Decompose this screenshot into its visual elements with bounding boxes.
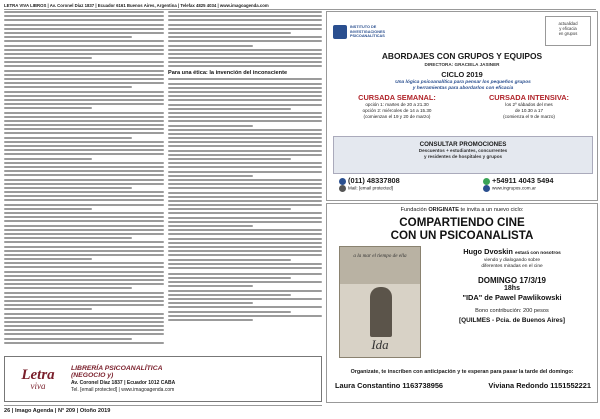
text-line [4,287,132,289]
text-line [168,65,322,67]
cine-film: "IDA" de Pawel Pawlikowski [462,293,562,302]
iip-semanal-line: opción 2: miércoles de 14 a 15.30 [362,108,432,113]
iip-website[interactable]: www.ingrupos.com.ar [492,186,536,191]
text-line [168,24,322,26]
text-line [168,45,253,47]
cine-invite-suffix: te invita a un nuevo ciclo: [460,207,524,213]
text-line [4,153,164,155]
text-line [4,237,132,239]
text-line [168,225,253,227]
cine-host-name: Hugo Dvoskin [463,247,513,256]
text-line [168,311,291,313]
text-line [168,298,322,300]
text-line [168,290,322,292]
text-line [168,32,291,34]
cine-title [327,217,597,242]
text-line [168,259,291,261]
text-line [4,229,164,231]
iip-badge-line: actualidad [558,21,578,26]
cine-date: DOMINGO 17/3/19 [477,276,547,285]
text-line [4,112,164,114]
text-line [4,61,164,63]
text-line [4,120,164,122]
text-line [4,313,164,315]
iip-description-line: y herramientas para abordarlos con eficacia [412,85,514,91]
whatsapp-icon [483,178,490,185]
text-line [4,308,92,310]
text-line [4,132,164,134]
cine-invite-prefix: Fundación [400,207,427,213]
issue-number: N° 209 [57,408,76,414]
letra-viva-logo [11,359,65,399]
text-line [4,333,164,335]
cine-info [431,248,593,324]
text-line [4,250,164,252]
text-line [4,262,164,264]
text-line [4,124,164,126]
mail-icon [339,185,346,192]
text-line [168,83,322,85]
text-line [4,116,164,118]
text-line [4,254,164,256]
text-line [4,241,164,243]
text-line [168,187,322,189]
text-line [168,263,322,265]
text-line [4,95,164,97]
text-line [168,40,322,42]
text-line [168,217,322,219]
text-line [168,99,322,101]
cine-time: 18hs [504,285,520,292]
header-text: LETRA VIVA LIBROS | Av. Coronel Díaz 1837 | Ecuador 6161 Buenos Aires, Argentina | Telefax 4825 4034 | www.imagoagenda.com [4,3,269,8]
iip-description-line: Una lógica psicoanalítica para pensar los pequeños grupos [395,80,531,85]
poster-film-name: Ida [371,337,389,352]
text-line [168,133,322,135]
text-line [168,108,291,110]
text-line [4,19,164,21]
text-line [168,221,322,223]
text-line [168,229,322,231]
text-line [168,175,253,177]
text-line [4,300,164,302]
page-footer [4,405,322,417]
text-line [4,220,164,222]
iip-badge-line: en grupos [558,31,578,36]
text-line [168,277,291,279]
text-line [4,338,132,340]
text-line [168,294,291,296]
text-line [168,233,322,235]
iip-intensiva-line: de 10.30 a 17 [514,108,544,113]
text-line [168,87,322,89]
iip-consult-title: CONSULTAR PROMOCIONES [419,141,507,148]
text-line [4,166,164,168]
cine-host [431,248,593,258]
film-poster [339,246,421,358]
text-line [4,32,164,34]
text-line [4,199,164,201]
letra-viva-ad [4,356,322,402]
text-line [4,271,164,273]
text-line [4,183,164,185]
text-line [168,78,322,80]
text-line [4,128,164,130]
text-line [168,28,322,30]
iip-semanal-title: CURSADA SEMANAL: [358,93,436,102]
poster-tagline: a la mar el tiempo de ella [353,253,407,259]
text-line [168,192,322,194]
cine-host-sub: viendo y dialogando sobre [483,258,540,263]
cine-bottom-line: Organizate, te inscriben con anticipación y te esperan para pasar la tarde del domingo: [350,369,574,375]
article-text-lines [168,11,322,67]
issue-date: Otoño 2019 [79,408,111,414]
iip-logo-line: PSICOANALÍTICAS [350,34,385,39]
text-line [168,273,322,275]
iip-logo-line: INVESTIGACIONES [350,29,386,34]
iip-ad [326,11,598,201]
text-line [168,162,322,164]
text-line [4,107,92,109]
text-line [168,53,322,55]
text-line [168,91,322,93]
text-line [168,196,322,198]
text-line [4,233,164,235]
text-line [4,216,164,218]
text-line [4,70,164,72]
text-line [4,246,164,248]
text-line [4,296,164,298]
text-line [168,15,322,17]
text-line [4,225,164,227]
text-line [4,65,164,67]
iip-intensiva-line: los 2º sábados del mes [505,102,553,107]
iip-consult-line: Descuentos + estudiantes, concurrentes [418,148,508,153]
iip-intensiva-line: (comienza el 9 de marzo) [503,114,555,119]
text-line [168,57,322,59]
text-line [4,208,92,210]
text-line [168,306,322,308]
text-line [4,174,164,176]
text-line [168,246,322,248]
text-line [4,266,164,268]
text-line [4,191,164,193]
iip-logo-line: INSTITUTO DE [350,25,377,30]
article-column-2 [168,11,322,351]
references-list [168,273,322,321]
text-line [168,61,322,63]
text-line [4,283,164,285]
text-line [168,285,253,287]
text-line [168,302,253,304]
cine-ad [326,203,598,403]
text-line [4,321,164,323]
text-line [4,292,164,294]
text-line [4,325,164,327]
iip-semanal-line: (comienzan el 19 y 20 de marzo) [363,114,431,119]
text-line [4,78,164,80]
text-line [168,137,322,139]
cine-org-name: ORIGINATE [428,207,459,213]
text-line [168,141,322,143]
text-line [4,195,164,197]
text-line [4,275,164,277]
text-line [168,36,322,38]
text-line [4,258,92,260]
text-line [4,103,164,105]
text-line [168,19,322,21]
text-line [4,342,164,344]
article-text-lines [4,11,164,344]
iip-director: DIRECTORA: GRACIELA JASINER [424,62,500,67]
iip-logo [333,16,403,48]
letra-viva-subtitle: (NEGOCIO y) [71,372,114,379]
iip-contact-right [483,178,553,192]
text-line [4,187,132,189]
text-line [4,86,132,88]
text-line [168,204,322,206]
cine-phones [335,381,591,390]
iip-whatsapp: +54911 4043 5494 [492,176,554,185]
text-line [4,53,164,55]
section-heading: Para una ética: la invención del inconsciente [168,70,288,77]
iip-phone: (011) 48337808 [348,176,400,185]
text-line [168,267,322,269]
letra-viva-logo-word: viva [30,380,46,391]
text-line [4,137,132,139]
text-line [168,145,322,147]
iip-email[interactable]: Mail: [email protected] [348,186,393,191]
text-line [4,212,164,214]
text-line [168,254,322,256]
text-line [168,315,322,317]
text-line [4,15,164,17]
text-line [4,99,164,101]
text-line [4,179,164,181]
text-line [168,112,322,114]
text-line [4,204,164,206]
text-line [4,82,164,84]
cine-title-line: CON UN PSICOANALISTA [390,228,534,242]
text-line [4,74,164,76]
iip-semanal-box [333,94,461,134]
text-line [168,212,322,214]
page-header [4,2,596,10]
letra-viva-logo-word: Letra [21,366,55,383]
letra-viva-address: Av. Coronel Díaz 1837 | Ecuador 1012 CABA [71,379,176,386]
iip-intensiva-box [465,94,593,134]
cine-host-sub: diferentes miradas en el cine [481,264,543,269]
text-line [4,304,164,306]
cine-invite [327,207,597,213]
text-line [168,158,291,160]
cine-title-line: COMPARTIENDO CINE [399,216,525,229]
text-line [4,49,164,51]
text-line [4,329,164,331]
text-line [168,171,322,173]
poster-figure [370,287,392,337]
text-line [4,45,164,47]
text-line [168,11,322,13]
text-line [4,145,164,147]
text-line [168,281,322,283]
web-icon [483,185,490,192]
text-line [4,28,164,30]
text-line [168,120,322,122]
text-line [4,91,164,93]
text-line [168,95,322,97]
text-line [4,317,164,319]
cine-place: [QUILMES - Pcia. de Buenos Aires] [459,317,565,324]
text-line [168,49,322,51]
text-line [168,319,253,321]
text-line [168,154,322,156]
cine-host-sub: estará con nosotros [514,251,561,256]
iip-description [337,80,589,91]
letra-viva-email: Tel. [email protected] | www.imagoagenda.com [71,386,175,393]
text-line [168,125,253,127]
text-line [4,279,164,281]
text-line [4,141,164,143]
footer-separator: | [11,408,14,414]
text-line [168,104,322,106]
iip-logo-icon [333,25,347,39]
text-line [4,158,92,160]
iip-semanal-line: opción 1: martes de 20 a 21.30 [365,102,429,107]
iip-title: ABORDAJES CON GRUPOS Y EQUIPOS [381,51,543,61]
cine-phone-left: Laura Constantino 1163738956 [335,381,444,390]
iip-intensiva-title: CURSADA INTENSIVA: [488,93,570,102]
cine-bono: Bono contribución: 200 pesos [475,308,549,314]
text-line [168,116,322,118]
text-line [168,200,322,202]
text-line [4,57,92,59]
cine-phone-right: Viviana Redondo 1151552221 [488,381,591,390]
iip-cycle: CICLO 2019 [441,70,483,79]
text-line [168,208,291,210]
iip-consult-line: y residentes de hospitales y grupos [423,154,503,159]
iip-badge-line: y eficacia [559,26,577,31]
text-line [4,149,164,151]
iip-consult-box [333,136,593,174]
page-number: 26 [4,408,11,414]
text-line [168,166,322,168]
text-line [4,24,164,26]
text-line [168,238,322,240]
phone-icon [339,178,346,185]
article-text-lines [168,78,322,268]
text-line [4,40,164,42]
text-line [168,150,322,152]
iip-badge [545,16,591,46]
text-line [168,179,322,181]
text-line [168,250,322,252]
text-line [4,162,164,164]
text-line [168,129,322,131]
text-line [168,183,322,185]
text-line [168,242,322,244]
publication-name: Imago Agenda [14,408,54,414]
text-line [4,170,164,172]
footer-separator: | [54,408,57,414]
text-line [4,36,132,38]
footer-separator: | [76,408,79,414]
letra-viva-title: LIBRERÍA PSICOANALÍTICA [71,364,163,372]
text-line [4,11,164,13]
article-column-1 [4,11,164,351]
iip-contact-left [339,178,400,192]
